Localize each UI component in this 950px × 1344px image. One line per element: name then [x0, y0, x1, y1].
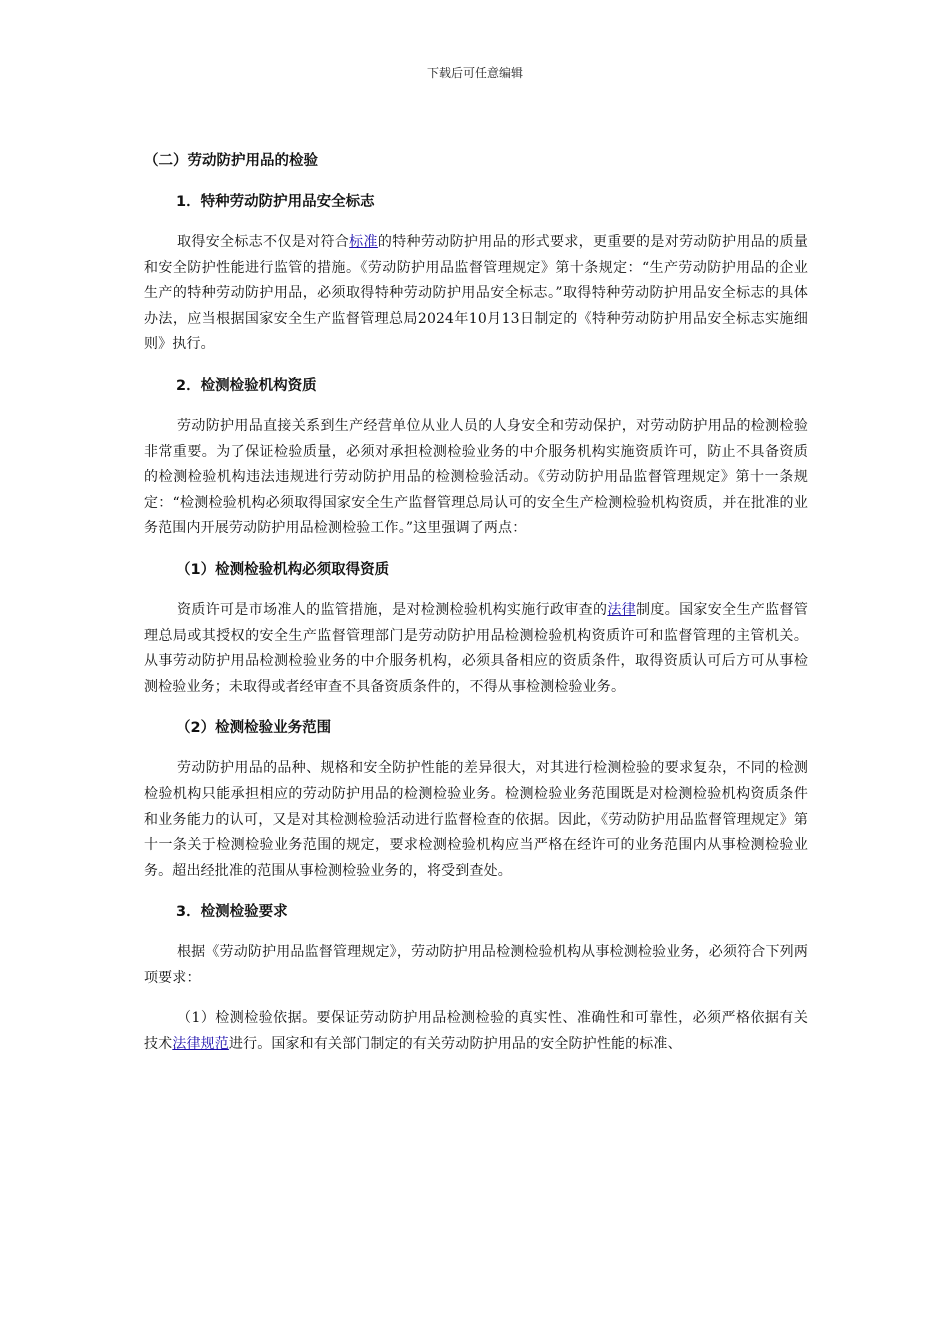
section-heading: （二）劳动防护用品的检验 — [144, 153, 318, 169]
link-legal-norms[interactable]: 法律规范 — [172, 1036, 229, 1053]
paragraph-text: 进行。国家和有关部门制定的有关劳动防护用品的安全防护性能的标准、 — [228, 1036, 682, 1053]
subsection-heading-2-1: （1）检测检验机构必须取得资质 — [176, 561, 390, 578]
paragraph-requirements-intro: 根据《劳动防护用品监督管理规定》，劳动防护用品检测检验机构从事检测检验业务，必须符合下列两项要求： — [144, 944, 808, 986]
document-body — [144, 148, 808, 1073]
paragraph-text: 制度。国家安全生产监督管理总局或其授权的安全生产监督管理部门是劳动防护用品检测检验机构资质许可和监督管理的主管机关。从事劳动防护用品检测检验业务的中介服务机构，必须具备相应的资质条件，取得资质认可后方可从事检测检验业务；未取得或者经审查不具备资质条件的，不得从事检测检验业务。 — [144, 601, 808, 695]
subsection-heading-2: 2．检测检验机构资质 — [176, 377, 317, 394]
subsection-heading-3: 3．检测检验要求 — [176, 904, 288, 921]
paragraph-qualification: 劳动防护用品直接关系到生产经营单位从业人员的人身安全和劳动保护，对劳动防护用品的检测检验非常重要。为了保证检验质量，必须对承担检测检验业务的中介服务机构实施资质许可，防止不具备资质的检测检验机构违法违规进行劳动防护用品的检测检验活动。《劳动防护用品监督管理规定》第十一条规定：“检测检验机构必须取得国家安全生产监督管理总局认可的安全生产检测检验机构资质，并在批准的业务范围内开展劳动防护用品检测检验工作。”这里强调了两点： — [144, 417, 808, 537]
paragraph-qualification-required — [144, 598, 808, 700]
paragraph-safety-mark — [144, 230, 808, 358]
subsection-heading-2-2: （2）检测检验业务范围 — [176, 720, 332, 737]
paragraph-text: 取得安全标志不仅是对符合 — [177, 234, 350, 250]
subsection-heading-1: 1．特种劳动防护用品安全标志 — [176, 194, 375, 210]
paragraph-business-scope: 劳动防护用品的品种、规格和安全防护性能的差异很大，对其进行检测检验的要求复杂，不同的检测检验机构只能承担相应的劳动防护用品的检测检验业务。检测检验业务范围既是对检测检验机构资质条件和业务能力的认可，又是对其检测检验活动进行监督检查的依据。因此，《劳动防护用品监督管理规定》第十一条关于检测检验业务范围的规定，要求检测检验机构应当严格在经许可的业务范围内从事检测检验业务。超出经批准的范围从事检测检验业务的，将受到查处。 — [144, 760, 808, 879]
paragraph-text: 的特种劳动防护用品的形式要求，更重要的是对劳动防护用品的质量和安全防护性能进行监管的措施。《劳动防护用品监督管理规定》第十条规定：“生产劳动防护用品的企业生产的特种劳动防护用品，必须取得特种劳动防护用品安全标志。”取得特种劳动防护用品安全标志的具体办法，应当根据国家安全生产监督管理总局2024年10月13日制定的《特种劳动防护用品安全标志实施细则》执行。 — [144, 234, 808, 353]
paragraph-text: （1）检测检验依据。要保证劳动防护用品检测检验的真实性、准确性和可靠性，必须严格依据有关技术 — [144, 1010, 808, 1053]
paragraph-inspection-basis — [144, 1006, 808, 1057]
page-header: 下载后可任意编辑 — [426, 66, 523, 80]
link-law[interactable]: 法律 — [607, 601, 637, 618]
paragraph-text: 资质许可是市场准人的监管措施，是对检测检验机构实施行政审查的 — [177, 601, 608, 618]
link-standard[interactable]: 标准 — [349, 234, 378, 250]
